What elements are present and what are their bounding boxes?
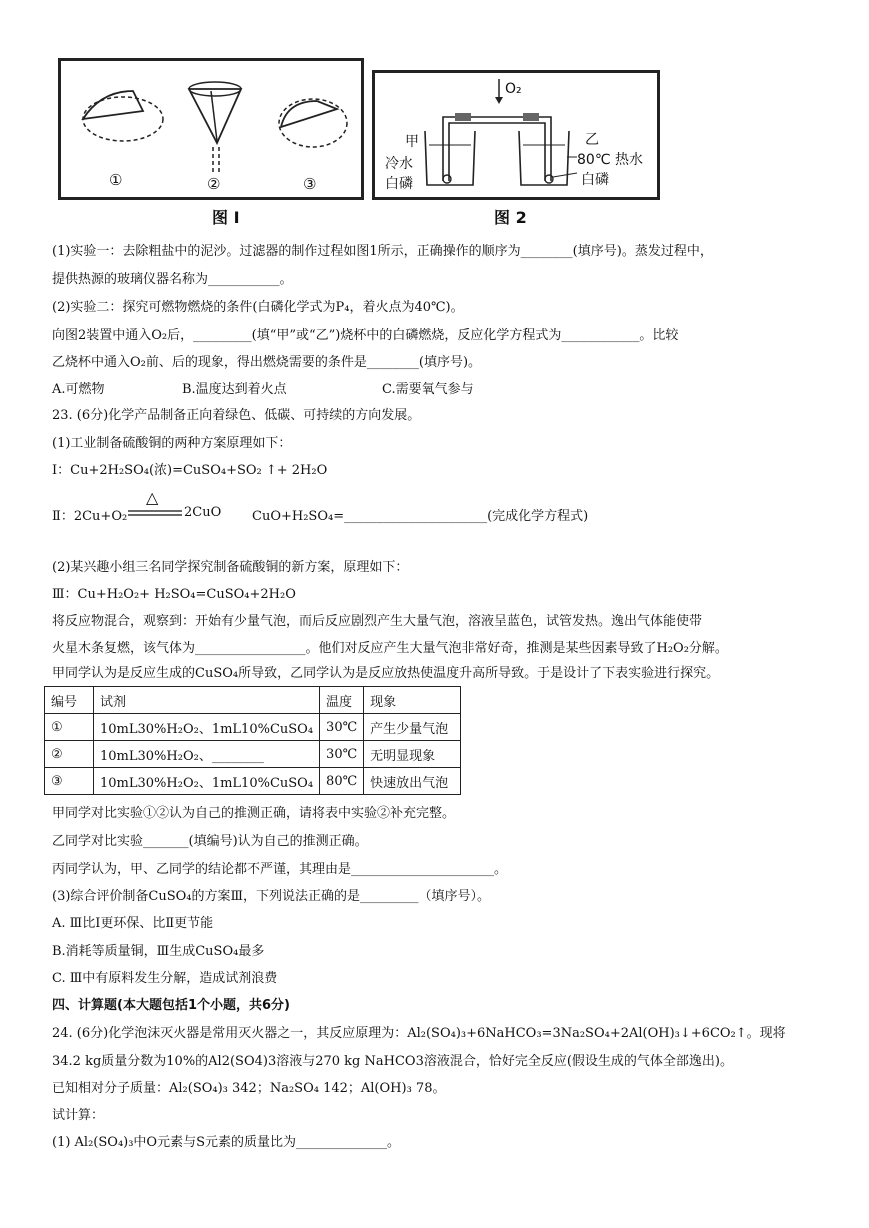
q22-option-c: C.需要氧气参与 bbox=[382, 382, 474, 397]
cell-temp: 30℃ bbox=[320, 714, 364, 741]
student-bing-line: 丙同学认为，甲、乙同学的结论都不严谨，其理由是______________________。 bbox=[52, 862, 508, 877]
cell-temp: 80℃ bbox=[320, 768, 364, 795]
white-phosphorus-left-label: 白磷 bbox=[385, 176, 413, 192]
experiment-table bbox=[44, 686, 461, 795]
equation-double-bar bbox=[128, 510, 182, 516]
white-phosphorus-right-label: 白磷 bbox=[581, 172, 609, 188]
figure-1-frame bbox=[58, 58, 364, 200]
cell-reagent: 10mL30%H₂O₂、________ bbox=[94, 741, 320, 768]
table-row bbox=[45, 714, 461, 741]
table-header-row bbox=[45, 687, 461, 714]
cold-water-label: 冷水 bbox=[385, 156, 413, 172]
q23-option-c: C. Ⅲ中有原料发生分解，造成试剂浪费 bbox=[52, 971, 278, 986]
q24-molar-masses: 已知相对分子质量：Al₂(SO₄)₃ 342；Na₂SO₄ 142；Al(OH)₃ 78。 bbox=[52, 1081, 446, 1096]
q23-option-a: A. Ⅲ比Ⅰ更环保、比Ⅱ更节能 bbox=[52, 916, 214, 931]
observation-line2: 火星木条复燃，该气体为_________________。他们对反应产生大量气泡非常好奇，推测是某些因素导致了H₂O₂分解。 bbox=[52, 641, 728, 656]
table-row bbox=[45, 768, 461, 795]
q24-part1: (1) Al₂(SO₄)₃中O元素与S元素的质量比为______________。 bbox=[52, 1135, 400, 1150]
figure-1-caption: 图 I bbox=[212, 208, 240, 227]
q22-part2-intro: (2)实验二：探究可燃物燃烧的条件(白磷化学式为P₄，着火点为40℃)。 bbox=[52, 300, 464, 315]
scheme-2-equation-blank: CuO+H₂SO₄=______________________(完成化学方程式) bbox=[252, 509, 589, 524]
header-temp: 温度 bbox=[320, 687, 364, 714]
cell-reagent: 10mL30%H₂O₂、1mL10%CuSO₄ bbox=[94, 768, 320, 795]
table-row bbox=[45, 741, 461, 768]
hot-water-label: 80℃ 热水 bbox=[577, 152, 643, 168]
heating-delta-symbol: △ bbox=[146, 488, 159, 507]
q22-part1-line2: 提供热源的玻璃仪器名称为___________。 bbox=[52, 272, 293, 287]
header-phenomenon: 现象 bbox=[364, 687, 461, 714]
o2-label: O₂ bbox=[505, 81, 522, 97]
q24-line2: 34.2 kg质量分数为10%的Al2(SO4)3溶液与270 kg NaHCO3溶液混合，恰好完全反应(假设生成的气体全部逸出)。 bbox=[52, 1054, 733, 1069]
figure-1-label-2: ② bbox=[207, 175, 221, 193]
cell-no: ① bbox=[45, 714, 94, 741]
header-no: 编号 bbox=[45, 687, 94, 714]
figure-2-caption: 图 2 bbox=[494, 208, 527, 227]
cell-no: ③ bbox=[45, 768, 94, 795]
q24-line1: 24. (6分)化学泡沫灭火器是常用灭火器之一，其反应原理为：Al₂(SO₄)₃+6NaHCO₃=3Na₂SO₄+2Al(OH)₃↓+6CO₂↑。现将 bbox=[52, 1026, 786, 1041]
cell-phenomenon: 快速放出气泡 bbox=[364, 768, 461, 795]
cell-reagent: 10mL30%H₂O₂、1mL10%CuSO₄ bbox=[94, 714, 320, 741]
q22-option-b: B.温度达到着火点 bbox=[182, 382, 287, 397]
q22-part2-line1: 向图2装置中通入O₂后，_________(填“甲”或“乙”)烧杯中的白磷燃烧，反应化学方程式为____________。比较 bbox=[52, 328, 679, 343]
cell-phenomenon: 无明显现象 bbox=[364, 741, 461, 768]
q23-option-b: B.消耗等质量铜，Ⅲ生成CuSO₄最多 bbox=[52, 944, 265, 959]
cell-phenomenon: 产生少量气泡 bbox=[364, 714, 461, 741]
hypothesis-line: 甲同学认为是反应生成的CuSO₄所导致，乙同学认为是反应放热使温度升高所导致。于是设计了下表实验进行探究。 bbox=[52, 666, 720, 681]
scheme-2-left: Ⅱ：2Cu+O₂ bbox=[52, 509, 128, 524]
scheme-2-product: 2CuO bbox=[184, 505, 222, 520]
scheme-1-equation: Ⅰ：Cu+2H₂SO₄(浓)=CuSO₄+SO₂ ↑+ 2H₂O bbox=[52, 463, 328, 478]
q22-part1-line1: (1)实验一：去除粗盐中的泥沙。过滤器的制作过程如图1所示，正确操作的顺序为________(填序号)。蒸发过程中， bbox=[52, 244, 713, 259]
scheme-3-equation: Ⅲ：Cu+H₂O₂+ H₂SO₄=CuSO₄+2H₂O bbox=[52, 587, 296, 602]
q24-compute-label: 试计算： bbox=[52, 1108, 105, 1123]
cell-temp: 30℃ bbox=[320, 741, 364, 768]
figure-1-label-3: ③ bbox=[303, 175, 317, 193]
header-reagent: 试剂 bbox=[94, 687, 320, 714]
observation-line1: 将反应物混合，观察到：开始有少量气泡，而后反应剧烈产生大量气泡，溶液呈蓝色，试管发热。逸出气体能使带 bbox=[52, 614, 703, 629]
figure-2-frame bbox=[372, 70, 660, 200]
q23-part2-intro: (2)某兴趣小组三名同学探究制备硫酸铜的新方案，原理如下： bbox=[52, 560, 409, 575]
section-4-heading: 四、计算题(本大题包括1个小题，共6分) bbox=[52, 998, 290, 1013]
q23-part1-intro: (1)工业制备硫酸铜的两种方案原理如下： bbox=[52, 436, 292, 451]
figure-1-label-1: ① bbox=[109, 171, 123, 189]
q22-option-a: A.可燃物 bbox=[52, 382, 105, 397]
beaker-yi-label: 乙 bbox=[585, 132, 599, 148]
beaker-jia-label: 甲 bbox=[405, 134, 419, 150]
cell-no: ② bbox=[45, 741, 94, 768]
q23-heading: 23. (6分)化学产品制备正向着绿色、低碳、可持续的方向发展。 bbox=[52, 408, 421, 423]
q23-part3-question: (3)综合评价制备CuSO₄的方案Ⅲ，下列说法正确的是_________（填序号）。 bbox=[52, 889, 491, 904]
student-jia-line: 甲同学对比实验①②认为自己的推测正确，请将表中实验②补充完整。 bbox=[52, 806, 456, 821]
q22-part2-line2: 乙烧杯中通入O₂前、后的现象，得出燃烧需要的条件是________(填序号)。 bbox=[52, 355, 482, 370]
student-yi-line: 乙同学对比实验_______(填编号)认为自己的推测正确。 bbox=[52, 834, 368, 849]
